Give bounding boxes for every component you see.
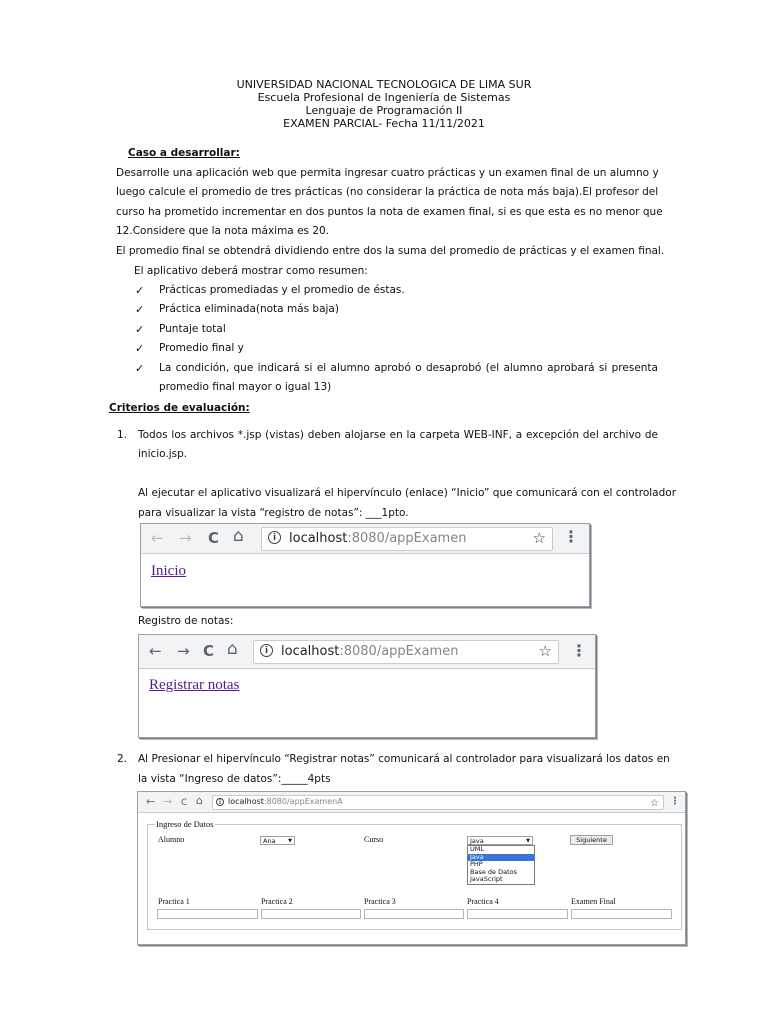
curso-option[interactable]: Base de Datos [470,867,517,876]
exam-title: EXAMEN PARCIAL- Fecha 11/11/2021 [283,117,485,130]
url-path: :8080/appExamenA [263,797,343,806]
caso-heading: Caso a desarrollar: [128,147,240,159]
url-path: :8080/appExamen [339,644,459,659]
forward-arrow-icon[interactable]: → [179,529,192,547]
browser-toolbar [141,524,589,554]
reload-icon[interactable]: C [208,529,220,547]
browser-window-inicio [140,523,590,607]
bookmark-star-icon[interactable]: ☆ [532,529,546,547]
check-icon: ✓ [135,362,145,375]
examen-final-label: Examen Final [571,897,616,906]
fieldset-legend: Ingreso de Datos [156,819,214,829]
criterio-1-line-1: Todos los archivos *.jsp (vistas) deben alojarse en la carpeta WEB-INF, a excepción del archivo de [138,429,658,441]
curso-options-list [467,845,535,885]
practica-1-input[interactable] [157,909,258,919]
university-name: UNIVERSIDAD NACIONAL TECNOLOGICA DE LIMA SUR [236,78,532,91]
criterio-1-para-2-line-1: Al ejecutar el aplicativo visualizará el hipervínculo (enlace) “Inicio” que comunicará con el controlador [138,487,677,499]
caso-paragraph-line-4: 12.Considere que la nota máxima es 20. [116,225,330,237]
practica-1-label: Practica 1 [158,897,190,906]
alumno-select[interactable] [260,836,295,845]
course-name: Lenguaje de Programación II [305,104,463,117]
siguiente-button[interactable]: Siguiente [570,835,613,845]
browser-window-registro [138,634,596,738]
check-icon: ✓ [135,284,145,297]
home-icon[interactable]: ⌂ [227,639,238,659]
url-text [281,643,458,660]
forward-arrow-icon[interactable]: → [177,642,190,660]
check-icon: ✓ [135,323,145,336]
reload-icon[interactable]: C [203,642,215,660]
resumen-intro: El aplicativo deberá mostrar como resumen: [134,265,368,277]
practica-3-label: Practica 3 [364,897,396,906]
address-bar[interactable] [261,527,553,551]
curso-label: Curso [364,835,384,844]
curso-option[interactable]: PHP [470,860,483,868]
registrar-notas-link[interactable]: Registrar notas [149,677,240,693]
registro-label: Registro de notas: [138,615,234,627]
bookmark-star-icon[interactable]: ☆ [650,798,659,809]
practica-3-input[interactable] [364,909,464,919]
browser-menu-icon[interactable]: ⋮ [670,796,680,807]
summary-item-4: Promedio final y [159,342,244,354]
alumno-label: Alumno [158,835,185,844]
info-icon[interactable]: i [260,644,273,657]
browser-menu-icon[interactable]: ⋮ [571,641,587,660]
caso-paragraph-line-3: curso ha prometido incrementar en dos puntos la nota de examen final, si es que esta es no menor que [116,206,663,218]
browser-toolbar [138,792,685,813]
criterio-1-number: 1. [117,429,128,441]
url-host: localhost [289,531,348,546]
info-icon[interactable]: i [216,798,224,806]
criterio-1-line-2: inicio.jsp. [138,448,188,460]
inicio-link[interactable]: Inicio [151,563,186,579]
url-path: :8080/appExamen [347,531,467,546]
practica-4-label: Practica 4 [467,897,499,906]
practica-2-input[interactable] [261,909,361,919]
url-text [289,530,466,547]
caso-paragraph-2: El promedio final se obtendrá dividiendo entre dos la suma del promedio de prácticas y el examen final. [116,245,665,257]
check-icon: ✓ [135,303,145,316]
summary-item-1: Prácticas promediadas y el promedio de éstas. [159,284,405,296]
criterio-1-para-2-line-2: para visualizar la vista “registro de notas”: ___1pto. [138,507,409,519]
home-icon[interactable]: ⌂ [233,526,244,546]
curso-selected-value: Java [470,837,484,845]
address-bar[interactable] [212,795,664,810]
summary-item-5-continued: promedio final mayor o igual 13) [159,381,332,393]
address-bar[interactable] [253,640,559,664]
criterio-2-line-1: Al Presionar el hipervínculo “Registrar notas” comunicará al controlador para visualizará los datos en [138,753,670,765]
url-text [228,796,343,808]
browser-window-ingreso [137,791,686,945]
bookmark-star-icon[interactable]: ☆ [538,642,552,660]
curso-option[interactable]: JavaScript [470,875,503,883]
caso-paragraph-line-2: luego calcule el promedio de tres prácticas (no considerar la práctica de nota más baja).El profesor del [116,186,659,198]
criterios-heading: Criterios de evaluación: [109,402,250,414]
curso-option-selected[interactable]: Java [468,854,534,862]
browser-toolbar [139,635,595,669]
forward-arrow-icon[interactable]: → [163,795,173,808]
summary-item-3: Puntaje total [159,323,226,335]
alumno-selected-value: Ana [263,837,276,845]
browser-menu-icon[interactable]: ⋮ [563,527,579,546]
examen-final-input[interactable] [571,909,672,919]
back-arrow-icon[interactable]: ← [149,642,162,660]
back-arrow-icon[interactable]: ← [151,529,164,547]
school-name: Escuela Profesional de Ingeniería de Sistemas [257,91,511,104]
check-icon: ✓ [135,342,145,355]
reload-icon[interactable]: C [181,798,188,808]
caso-paragraph-line-1: Desarrolle una aplicación web que permita ingresar cuatro prácticas y un examen final de un alumno y [116,167,659,179]
criterio-2-number: 2. [117,753,128,765]
practica-2-label: Practica 2 [261,897,293,906]
info-icon[interactable]: i [268,531,281,544]
url-host: localhost [228,797,264,806]
url-host: localhost [281,644,340,659]
summary-item-2: Práctica eliminada(nota más baja) [159,303,339,315]
dropdown-arrow-icon: ▼ [288,838,292,844]
practica-4-input[interactable] [467,909,568,919]
home-icon[interactable]: ⌂ [196,794,203,807]
curso-select[interactable] [467,836,533,845]
curso-option[interactable]: UML [470,845,484,853]
back-arrow-icon[interactable]: ← [146,795,156,808]
summary-item-5: La condición, que indicará si el alumno aprobó o desaprobó (el alumno aprobará si presenta [159,362,658,374]
criterio-2-line-2: la vista “Ingreso de datos”:_____4pts [138,773,331,785]
dropdown-arrow-icon: ▼ [526,838,530,844]
